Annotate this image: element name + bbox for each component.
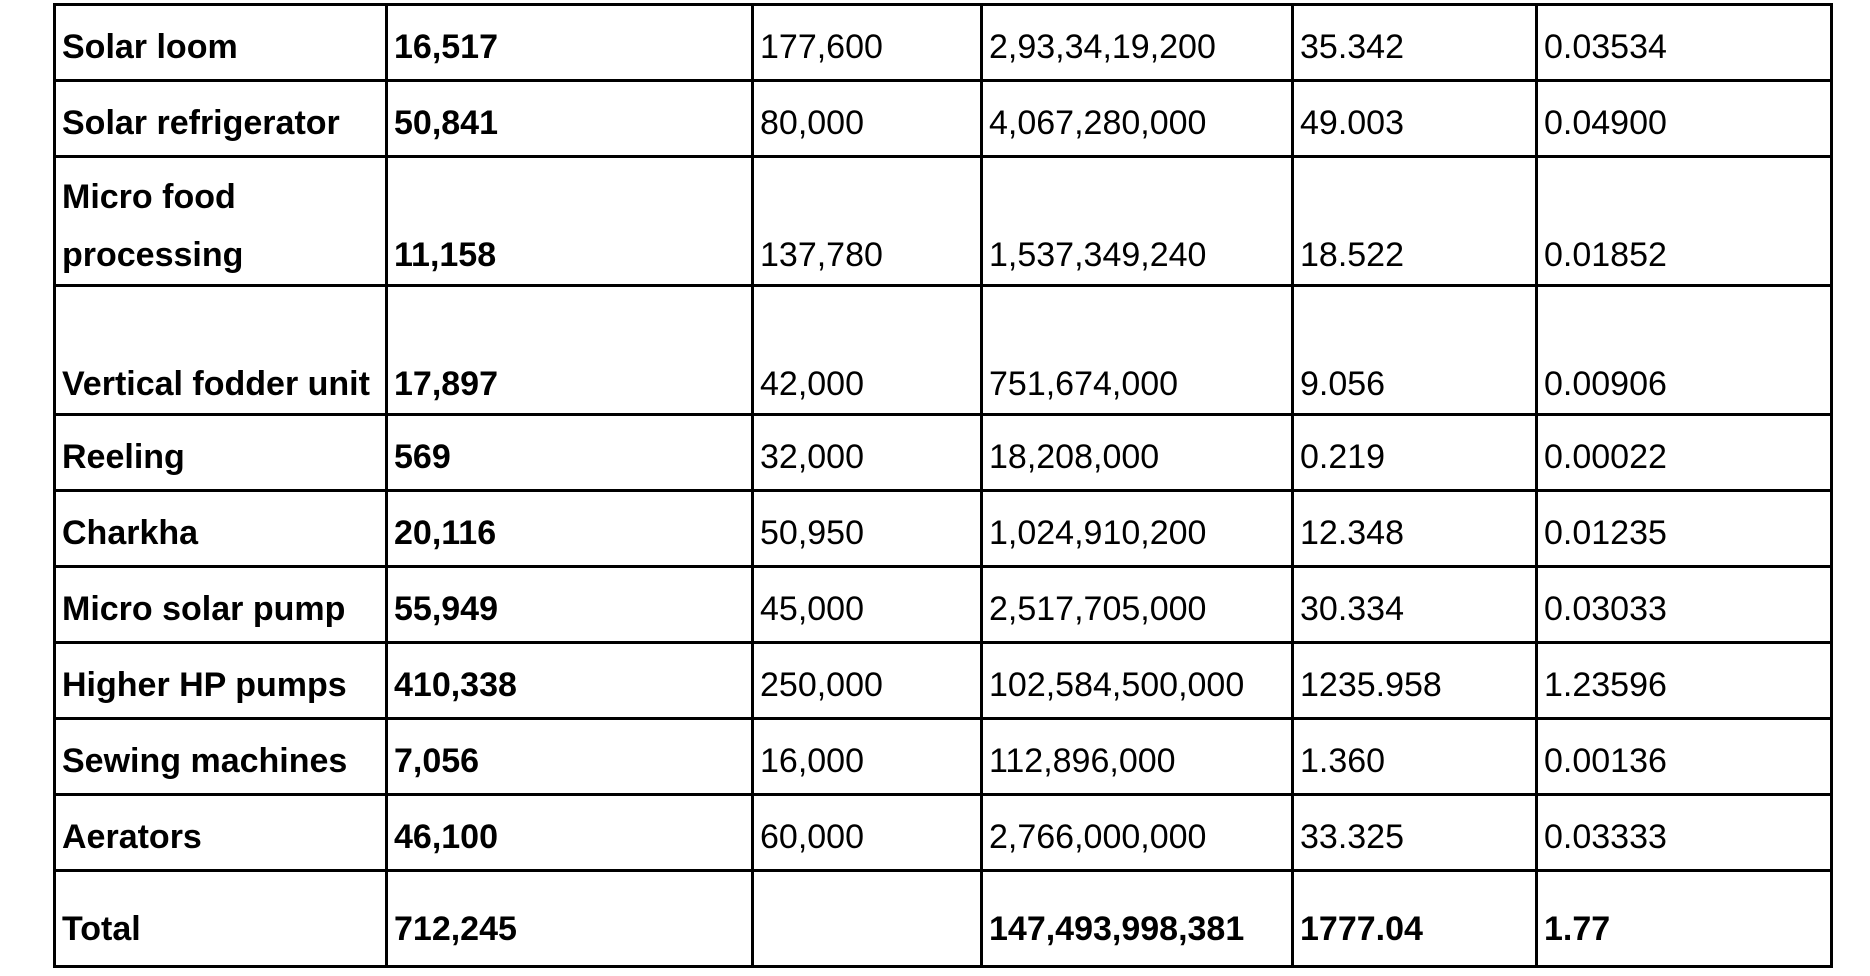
crore-cell: 18.522 bbox=[1293, 157, 1537, 286]
item-name-cell: Sewing machines bbox=[55, 719, 387, 795]
crore-cell: 9.056 bbox=[1293, 286, 1537, 415]
table-row bbox=[55, 157, 1832, 286]
table-row bbox=[55, 81, 1832, 157]
total-cost-cell: 2,93,34,19,200 bbox=[982, 5, 1293, 81]
unit-cost-cell: 137,780 bbox=[753, 157, 982, 286]
unit-cost-cell: 42,000 bbox=[753, 286, 982, 415]
unit-cost-cell: 177,600 bbox=[753, 5, 982, 81]
total-cost-cell: 1,024,910,200 bbox=[982, 491, 1293, 567]
total-cost-cell: 112,896,000 bbox=[982, 719, 1293, 795]
unit-cost-cell: 16,000 bbox=[753, 719, 982, 795]
total-cost-cell: 18,208,000 bbox=[982, 415, 1293, 491]
total-crore-cell: 1777.04 bbox=[1293, 871, 1537, 967]
units-cell: 11,158 bbox=[387, 157, 753, 286]
units-cell: 20,116 bbox=[387, 491, 753, 567]
item-name-cell: Higher HP pumps bbox=[55, 643, 387, 719]
unit-cost-cell: 32,000 bbox=[753, 415, 982, 491]
unit-cost-cell: 45,000 bbox=[753, 567, 982, 643]
share-cell: 1.23596 bbox=[1537, 643, 1832, 719]
total-cost-cell: 4,067,280,000 bbox=[982, 81, 1293, 157]
units-cell: 569 bbox=[387, 415, 753, 491]
total-cost-cell: 2,766,000,000 bbox=[982, 795, 1293, 871]
total-label-cell: Total bbox=[55, 871, 387, 967]
total-share-cell: 1.77 bbox=[1537, 871, 1832, 967]
crore-cell: 0.219 bbox=[1293, 415, 1537, 491]
total-cost-cell: 147,493,998,381 bbox=[982, 871, 1293, 967]
total-cost-cell: 751,674,000 bbox=[982, 286, 1293, 415]
table-row bbox=[55, 491, 1832, 567]
crore-cell: 30.334 bbox=[1293, 567, 1537, 643]
total-cost-cell: 1,537,349,240 bbox=[982, 157, 1293, 286]
item-name-cell: Solar refrigerator bbox=[55, 81, 387, 157]
item-name-cell: Reeling bbox=[55, 415, 387, 491]
crore-cell: 49.003 bbox=[1293, 81, 1537, 157]
table-row bbox=[55, 795, 1832, 871]
share-cell: 0.03033 bbox=[1537, 567, 1832, 643]
table-row bbox=[55, 643, 1832, 719]
item-name-cell: Solar loom bbox=[55, 5, 387, 81]
unit-cost-cell: 50,950 bbox=[753, 491, 982, 567]
unit-cost-cell: 250,000 bbox=[753, 643, 982, 719]
item-name-cell: Micro solar pump bbox=[55, 567, 387, 643]
item-name-cell: Aerators bbox=[55, 795, 387, 871]
crore-cell: 35.342 bbox=[1293, 5, 1537, 81]
item-name-cell: Vertical fodder unit bbox=[55, 286, 387, 415]
units-cell: 17,897 bbox=[387, 286, 753, 415]
crore-cell: 1235.958 bbox=[1293, 643, 1537, 719]
crore-cell: 12.348 bbox=[1293, 491, 1537, 567]
units-cell: 46,100 bbox=[387, 795, 753, 871]
item-name-cell: Micro food processing bbox=[55, 157, 387, 286]
item-name-cell: Charkha bbox=[55, 491, 387, 567]
share-cell: 0.03534 bbox=[1537, 5, 1832, 81]
total-unit-cost-cell bbox=[753, 871, 982, 967]
crore-cell: 33.325 bbox=[1293, 795, 1537, 871]
total-cost-cell: 102,584,500,000 bbox=[982, 643, 1293, 719]
table-row bbox=[55, 567, 1832, 643]
crore-cell: 1.360 bbox=[1293, 719, 1537, 795]
unit-cost-cell: 60,000 bbox=[753, 795, 982, 871]
units-cell: 55,949 bbox=[387, 567, 753, 643]
table-row bbox=[55, 286, 1832, 415]
units-cell: 410,338 bbox=[387, 643, 753, 719]
share-cell: 0.00906 bbox=[1537, 286, 1832, 415]
share-cell: 0.01235 bbox=[1537, 491, 1832, 567]
table-row bbox=[55, 415, 1832, 491]
table-row bbox=[55, 5, 1832, 81]
share-cell: 0.04900 bbox=[1537, 81, 1832, 157]
share-cell: 0.01852 bbox=[1537, 157, 1832, 286]
data-table bbox=[53, 3, 1833, 968]
table-row bbox=[55, 719, 1832, 795]
unit-cost-cell: 80,000 bbox=[753, 81, 982, 157]
units-cell: 50,841 bbox=[387, 81, 753, 157]
share-cell: 0.00022 bbox=[1537, 415, 1832, 491]
units-cell: 16,517 bbox=[387, 5, 753, 81]
total-row bbox=[55, 871, 1832, 967]
share-cell: 0.00136 bbox=[1537, 719, 1832, 795]
units-cell: 7,056 bbox=[387, 719, 753, 795]
total-cost-cell: 2,517,705,000 bbox=[982, 567, 1293, 643]
total-units-cell: 712,245 bbox=[387, 871, 753, 967]
share-cell: 0.03333 bbox=[1537, 795, 1832, 871]
table-body bbox=[55, 5, 1832, 967]
